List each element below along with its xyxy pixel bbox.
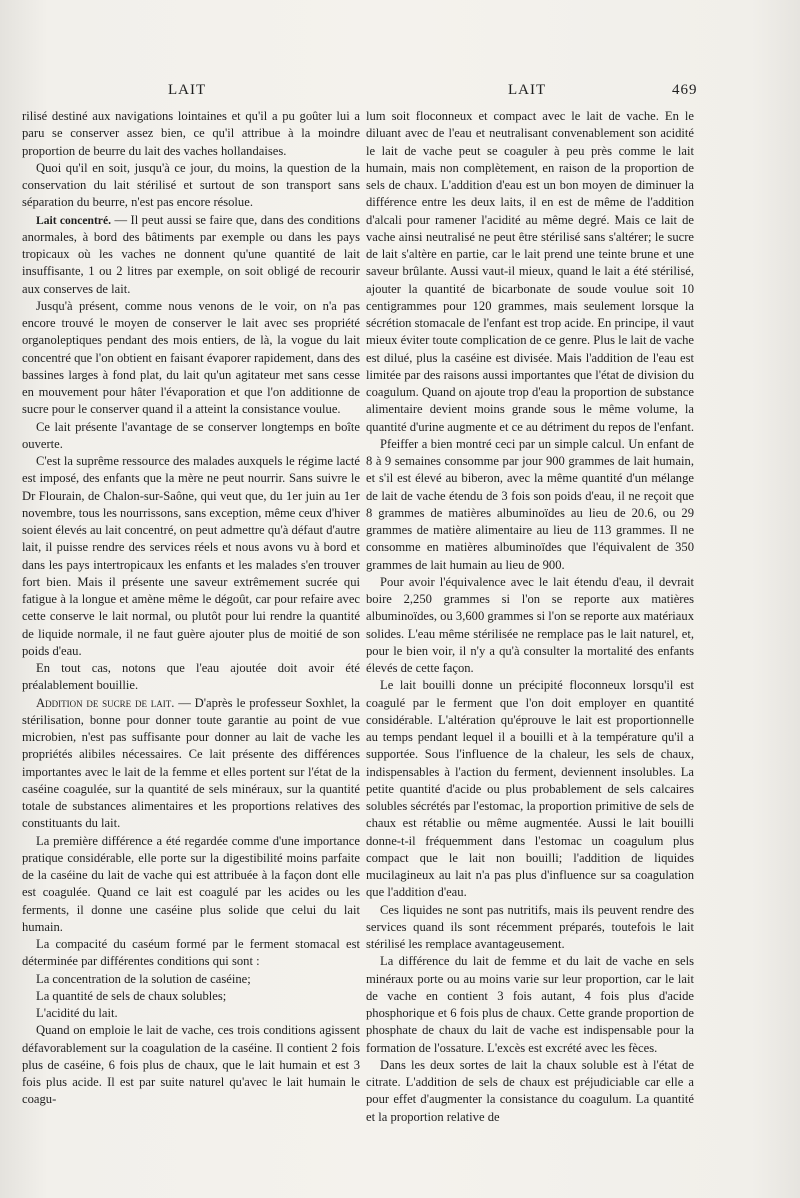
right-column — [366, 108, 694, 1126]
paragraph — [22, 971, 360, 988]
running-head-right: LAIT — [508, 82, 547, 98]
paragraph — [366, 902, 694, 954]
paragraph — [22, 453, 360, 660]
paragraph-text: lum soit floconneux et compact avec le lait de vache. En le diluant avec de l'eau et neutralisant convenablement son acidité le lait de vache peut se coaguler à peu près comme le lait humain, mais non complètement, en raison de la proportion de sels de chaux. L'addition d'eau est un bon moyen de diminuer la différence entre les deux laits, il en est de même de l'addition d'alcali pour ramener l'acidité au même degré. Mais ce lait de vache ainsi neutralisé ne peut être stérilisé sans s'altérer; le sucre de lait s'altère en partie, car le lait prend une teinte brune et une saveur brûlante. Aussi vaut-il mieux, quand le lait a été stérilisé, ajouter la quantité de bicarbonate de soude voulue soit 10 centigrammes pour 120 grammes, mais seulement lorsque la sécrétion stomacale de l'enfant est trop acide. En principe, il vaut mieux éviter toute complication de ce genre. Plus le lait de vache est dilué, plus la caséine est divisée. Mais l'addition de l'eau est limitée par des raisons aussi importantes que l'état de division du coagulum. Quand on ajoute trop d'eau la proportion de substance alimentaire devient moins grande sous le même volume, la quantité d'urine augmente et ce au détriment du repos de l'enfant. — [366, 109, 695, 434]
paragraph-text: Jusqu'à présent, comme nous venons de le voir, on n'a pas encore trouvé le moyen de conserver le lait avec ses propriété organoleptiques pendant des mois entiers, de là, la vogue du lait concentré que l'on obtient en faisant évaporer rapidement, dans des bassines larges à fond plat, du lait qu'un agitateur met sans cesse en mouvement pour hâter l'évaporation et que l'on additionne de sucre pour le conserver quand il a atteint la consistance voulue. — [22, 298, 360, 417]
paragraph-text: — D'après le professeur Soxhlet, la stérilisation, bonne pour donner toute garantie au point de vue microbien, n'est pas suffisante pour donner au lait de vache les propriétés alibiles nécessaires. Ce lait présente des différences importantes avec le lait de la femme et elles portent sur l'état de la caséine coagulée, sur la quantité de sels minéraux, sur la quantité totale de substances alimentaires et les proportions relatives des constituants du lait. — [22, 695, 360, 831]
paragraph-text: La concentration de la solution de caséine; — [36, 971, 251, 986]
paragraph — [22, 1022, 360, 1108]
paragraph — [22, 660, 360, 695]
page-number: 469 — [672, 82, 698, 98]
paragraph-text: Quand on emploie le lait de vache, ces trois conditions agissent défavorablement sur la coagulation de la caséine. Il contient 2 fois plus de caséine, 6 fois plus de chaux, que le lait humain et est 3 fois plus acide. Il est par suite naturel qu'avec le lait humain le coagu- — [22, 1023, 360, 1107]
paragraph-text: Ces liquides ne sont pas nutritifs, mais ils peuvent rendre des services quand ils sont récemment préparés, toutefois le lait stérilisé les remplace avantageusement. — [366, 902, 694, 951]
paragraph — [22, 833, 360, 937]
paragraph-text: La première différence a été regardée comme d'une importance pratique considérable, elle porte sur la digestibilité moins parfaite de la caséine du lait de vache qui est attribuée à la façon dont elle est coagulée. Quand ce lait est coagulé par les acides ou les ferments, il donne une caséine plus solide que celui du lait humain. — [22, 833, 360, 934]
paragraph — [366, 1057, 694, 1126]
paragraph-text: L'acidité du lait. — [36, 1006, 118, 1020]
paragraph — [22, 298, 360, 419]
paragraph-text: — Il peut aussi se faire que, dans des conditions anormales, à bord des bâtiments par exemple ou dans les pays tropicaux où les vaches ne donnent qu'une quantité de lait insuffisante, 1 ou 2 litres par exemple, on soit obligé de recourir aux conserves de lait. — [22, 212, 360, 296]
paragraph — [22, 988, 360, 1005]
paragraph — [22, 695, 360, 833]
paragraph-text: rilisé destiné aux navigations lointaines et qu'il a pu goûter lui a paru se conserver assez bien, ce qu'il attribue à la moindre proportion de beurre du lait des vaches hollandaises. — [22, 109, 360, 158]
paragraph-text: Dans les deux sortes de lait la chaux soluble est à l'état de citrate. L'addition de sels de chaux est préjudiciable car elle a pour effet d'augmenter la consistance du coagulum. La quantité et la proportion relative de — [366, 1057, 694, 1124]
section-lead: Lait concentré. — [36, 213, 112, 227]
paragraph-text: Ce lait présente l'avantage de se conserver longtemps en boîte ouverte. — [22, 419, 360, 451]
left-column — [22, 108, 360, 1109]
paragraph — [366, 677, 694, 901]
paragraph-text: Pour avoir l'équivalence avec le lait étendu d'eau, il devrait boire 2,250 grammes si l'on se reporte aux matières albuminoïdes, ou 3,600 grammes si l'on se reporte aux matériaux solides. L'eau même stérilisée ne remplace pas le lait naturel, et, pour le bien voir, il n'y a qu'à consulter la mortalité des enfants élevés de cette façon. — [366, 574, 694, 675]
running-head-left: LAIT — [168, 82, 207, 98]
paragraph — [22, 212, 360, 298]
paragraph — [22, 1005, 360, 1022]
paragraph-text: Le lait bouilli donne un précipité floconneux lorsqu'il est coagulé par le ferment que l'on doit employer en quantité considérable. L'altération qu'éprouve le lait est proportionnelle au temps pendant lequel il a bouilli et à la température qu'il a supportée. Sous l'influence de la chaleur, les sels de chaux, indispensables à l'action du ferment, deviennent insolubles. La petite quantité d'acide ou plus probablement de sels calcaires solubles sécrétés par l'estomac, la proportion primitive de sels de chaux est rétablie ou même augmentée. Aussi le lait bouilli donne-t-il fréquemment dans l'estomac un coagulum plus compact que le lait non bouilli; l'addition de liquides mucilagineux au lait n'a pas plus d'influence sur sa coagulation que l'addition d'eau. — [366, 678, 694, 900]
paragraph — [366, 108, 694, 436]
section-lead: Addition de sucre de lait. — [36, 695, 175, 710]
paragraph-text: C'est la suprême ressource des malades auxquels le régime lacté est imposé, des enfants que la mère ne peut nourrir. Sans suivre le Dr Flourain, de Chalon-sur-Saône, qui veut que, du 1er juin au 1er novembre, tous les nourrissons, sans exception, même ceux d'hiver soient élevés au lait concentré, on peut admettre qu'à défaut d'autre lait, il puisse rendre des services réels et nous avons vu à bord et dans les pays intertropicaux les enfants et les malades s'en trouver fort bien. Mais il présente une saveur extrêmement sucrée qui fatigue à la longue et amène même le dégoût, car pour refaire avec cette conserve le lait normal, ou plutôt pour lui rendre la quantité de liquide normale, il ne faut guère ajouter plus de moitié de son poids d'eau. — [22, 454, 360, 658]
paragraph — [366, 574, 694, 678]
paragraph-text: La différence du lait de femme et du lait de vache en sels minéraux porte ou au moins varie sur leur proportion, car le lait de vache en contient 3 fois autant, 4 fois plus d'acide phosphorique et 6 fois plus de chaux. Cette grande proportion de phosphate de chaux du lait de vache est indispensable pour la formation de l'ossature. L'excès est excrété avec les fèces. — [366, 954, 694, 1055]
paragraph-text: Pfeiffer a bien montré ceci par un simple calcul. Un enfant de 8 à 9 semaines consomme par jour 900 grammes de lait humain, et s'il est élevé au biberon, avec la même quantité d'un mélange de lait de vache étendu de 3 fois son poids d'eau, il ne reçoit que 8 grammes de matières albuminoïdes au lieu de 20.6, ou 29 grammes de matière alimentaire au lieu de 113 grammes. Il ne consomme en matières albuminoïdes que l'équivalent de 350 grammes de lait humain au lieu de 900. — [366, 436, 694, 572]
paragraph — [366, 436, 694, 574]
paragraph — [366, 953, 694, 1057]
paragraph — [22, 419, 360, 454]
paragraph-text: La quantité de sels de chaux solubles; — [36, 988, 227, 1003]
paragraph — [22, 160, 360, 212]
paragraph — [22, 936, 360, 971]
paragraph-text: La compacité du caséum formé par le ferment stomacal est déterminée par différentes conditions qui sont : — [22, 937, 360, 969]
paragraph-text: Quoi qu'il en soit, jusqu'à ce jour, du moins, la question de la conservation du lait stérilisé et surtout de son transport sans séparation du beurre, n'est pas encore résolue. — [22, 160, 360, 210]
paragraph-text: En tout cas, notons que l'eau ajoutée doit avoir été préalablement bouillie. — [22, 661, 360, 693]
paragraph — [22, 108, 360, 160]
